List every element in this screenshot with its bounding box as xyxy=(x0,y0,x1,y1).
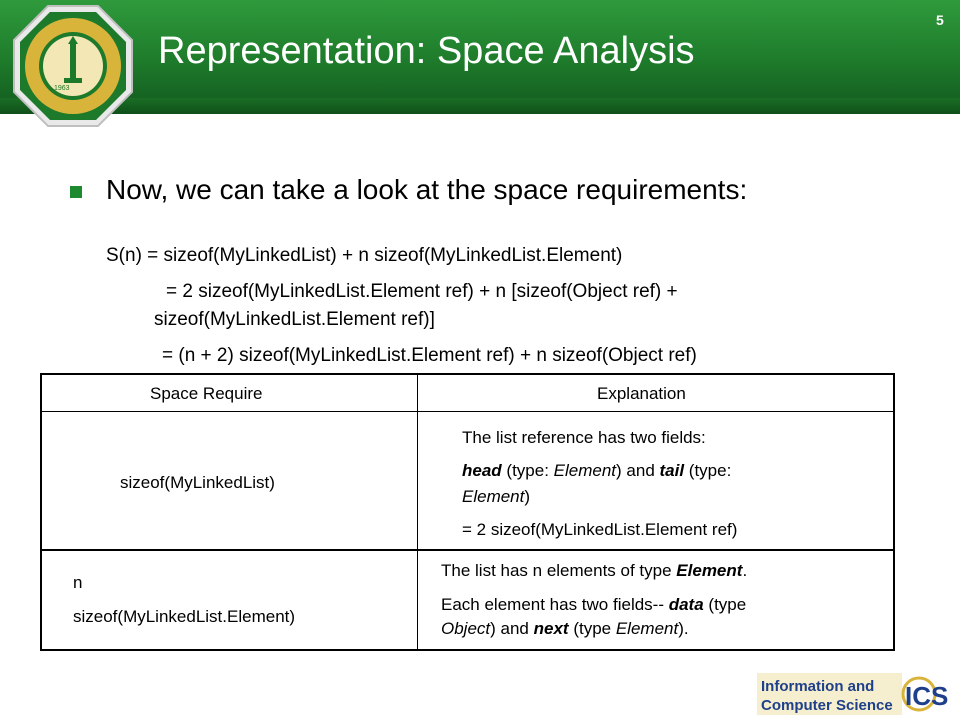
formula-line-2: = 2 sizeof(MyLinkedList.Element ref) + n [sizeof(Object ref) + xyxy=(166,281,678,302)
term-data: data xyxy=(668,595,704,614)
formula-line-3: sizeof(MyLinkedList.Element ref)] xyxy=(154,309,435,330)
term-element: Element xyxy=(553,461,617,480)
row1-explanation-line3: Element) xyxy=(462,487,531,506)
row1-space-require: sizeof(MyLinkedList) xyxy=(120,473,275,492)
term-element: Element xyxy=(615,619,679,638)
row2-explanation-line1: The list has n elements of type Element. xyxy=(441,561,748,580)
slide-number: 5 xyxy=(936,12,944,28)
table-column-divider xyxy=(417,373,418,651)
formula-line-4: = (n + 2) sizeof(MyLinkedList.Element ref) + n sizeof(Object ref) xyxy=(162,345,697,366)
header-space-require: Space Require xyxy=(150,384,263,403)
university-logo xyxy=(12,4,134,128)
bullet-text: Now, we can take a look at the space requirements: xyxy=(106,174,748,205)
table-border-top xyxy=(40,373,895,375)
term-tail: tail xyxy=(659,461,685,480)
term-head: head xyxy=(462,461,502,480)
formula-line-1: S(n) = sizeof(MyLinkedList) + n sizeof(MyLinkedList.Element) xyxy=(106,245,623,266)
row1-explanation-line1: The list reference has two fields: xyxy=(462,428,706,447)
ics-line1: Information and xyxy=(761,678,875,695)
row2-explanation-line2: Each element has two fields-- data (type xyxy=(441,595,747,614)
ics-logo xyxy=(757,671,957,717)
slide-title: Representation: Space Analysis xyxy=(158,30,695,72)
table-border-right xyxy=(893,373,895,651)
term-element: Element xyxy=(676,561,743,580)
term-next: next xyxy=(533,619,569,638)
ics-line2: Computer Science xyxy=(761,697,893,714)
table-border-left xyxy=(40,373,42,651)
ics-mark: ICS xyxy=(905,681,949,711)
row2-explanation-line3: Object) and next (type Element). xyxy=(441,619,689,638)
table-header-divider xyxy=(40,411,895,412)
term-object: Object xyxy=(441,619,491,638)
row1-explanation-line2: head (type: Element) and tail (type: xyxy=(462,461,732,480)
row2-space-require-line1: n xyxy=(73,573,83,592)
row2-space-require-line2: sizeof(MyLinkedList.Element) xyxy=(73,607,296,626)
space-table xyxy=(40,373,895,651)
bullet-marker xyxy=(70,186,82,198)
table-border-bottom xyxy=(40,649,895,651)
logo-year: 1963 xyxy=(54,85,70,92)
row1-explanation-line4: = 2 sizeof(MyLinkedList.Element ref) xyxy=(462,520,738,539)
title-banner-shadow xyxy=(0,98,960,114)
table-row-divider xyxy=(40,549,895,551)
term-element: Element xyxy=(462,487,525,506)
header-explanation: Explanation xyxy=(597,384,686,403)
